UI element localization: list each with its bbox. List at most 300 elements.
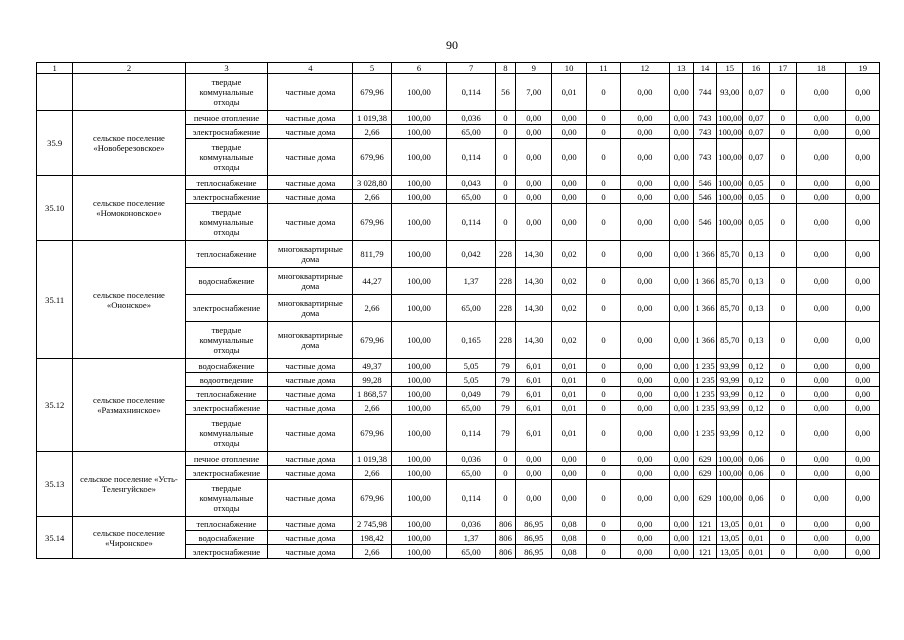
table-cell: 93,99 xyxy=(717,359,743,373)
table-cell: 679,96 xyxy=(353,415,391,452)
table-cell: 1 868,57 xyxy=(353,387,391,401)
table-cell: 100,00 xyxy=(391,125,447,139)
table-cell: 0,05 xyxy=(743,204,769,241)
settlement-name-cell: сельское поселение «Номоконовское» xyxy=(73,176,185,241)
table-cell: 629 xyxy=(693,466,716,480)
table-cell: 228 xyxy=(495,322,515,359)
table-cell: 0 xyxy=(586,295,620,322)
table-cell: 100,00 xyxy=(391,139,447,176)
table-cell: 100,00 xyxy=(391,241,447,268)
table-cell: водоснабжение xyxy=(185,268,268,295)
table-cell: 121 xyxy=(693,517,716,531)
table-cell: 1 019,38 xyxy=(353,111,391,125)
table-cell: частные дома xyxy=(268,415,353,452)
table-cell: 0,00 xyxy=(796,74,846,111)
table-cell: 0,00 xyxy=(621,480,670,517)
table-cell: электроснабжение xyxy=(185,190,268,204)
table-cell: 0,00 xyxy=(796,415,846,452)
table-cell: 0,08 xyxy=(552,531,586,545)
table-cell: 546 xyxy=(693,176,716,190)
column-number-cell: 15 xyxy=(717,63,743,74)
table-cell: 0,00 xyxy=(669,545,693,559)
table-cell: 679,96 xyxy=(353,322,391,359)
table-cell: 13,05 xyxy=(717,531,743,545)
table-cell: 100,00 xyxy=(717,139,743,176)
table-cell: 0,114 xyxy=(447,74,496,111)
table-cell: 0,00 xyxy=(669,125,693,139)
table-cell: 2,66 xyxy=(353,125,391,139)
table-cell: 0,00 xyxy=(796,401,846,415)
row-id-cell xyxy=(37,74,73,111)
table-cell: 0,00 xyxy=(621,139,670,176)
table-cell: 0,00 xyxy=(669,176,693,190)
table-cell: 7,00 xyxy=(516,74,552,111)
table-cell: 806 xyxy=(495,517,515,531)
table-cell: 100,00 xyxy=(391,415,447,452)
table-cell: 0,00 xyxy=(621,387,670,401)
table-cell: электроснабжение xyxy=(185,545,268,559)
table-cell: теплоснабжение xyxy=(185,517,268,531)
table-cell: 1 235 xyxy=(693,415,716,452)
table-cell: 79 xyxy=(495,415,515,452)
table-cell: 6,01 xyxy=(516,415,552,452)
table-cell: 0,00 xyxy=(796,139,846,176)
table-cell: 743 xyxy=(693,139,716,176)
table-cell: 1 235 xyxy=(695,402,715,413)
row-id-cell: 35.13 xyxy=(37,452,73,517)
table-cell: 2,66 xyxy=(353,401,391,415)
table-cell: 0,00 xyxy=(796,545,846,559)
table-cell: 0,036 xyxy=(447,517,496,531)
table-cell: 0 xyxy=(586,74,620,111)
table-cell: 100,00 xyxy=(391,74,447,111)
table-cell: 0,00 xyxy=(796,176,846,190)
table-cell: 13,05 xyxy=(717,517,743,531)
table-cell: 0,00 xyxy=(796,480,846,517)
table-cell: 0,00 xyxy=(621,204,670,241)
column-number-cell: 11 xyxy=(586,63,620,74)
table-cell: 100,00 xyxy=(718,453,742,464)
table-cell: электроснабжение xyxy=(185,295,268,322)
table-cell: 1 366 xyxy=(693,295,716,322)
settlement-name-cell: сельское поселение «Усть-Теленгуйское» xyxy=(73,452,185,517)
table-cell: 99,28 xyxy=(353,373,391,387)
table-cell: 14,30 xyxy=(516,241,552,268)
table-cell: водоснабжение xyxy=(185,359,268,373)
table-cell: 0,01 xyxy=(552,373,586,387)
column-number-cell: 4 xyxy=(268,63,353,74)
table-cell: 0,01 xyxy=(743,545,769,559)
table-cell: 0,00 xyxy=(621,545,670,559)
table-cell: 100,00 xyxy=(718,112,742,123)
table-cell: 121 xyxy=(693,545,716,559)
table-cell: 100,00 xyxy=(391,204,447,241)
table-cell: 0 xyxy=(586,359,620,373)
table-cell: 0,00 xyxy=(796,125,846,139)
table-cell: 121 xyxy=(693,531,716,545)
table-cell: 0,043 xyxy=(447,176,496,190)
column-number-cell: 13 xyxy=(669,63,693,74)
row-id-cell: 35.11 xyxy=(37,241,73,359)
table-cell: теплоснабжение xyxy=(185,176,268,190)
table-cell: 13,05 xyxy=(717,545,743,559)
table-cell: 0,00 xyxy=(669,204,693,241)
table-cell: 0 xyxy=(586,190,620,204)
table-cell: 0,02 xyxy=(552,268,586,295)
table-cell: 0,00 xyxy=(669,517,693,531)
table-cell: 0,00 xyxy=(846,415,880,452)
table-cell: 0,00 xyxy=(796,322,846,359)
table-cell: 0,00 xyxy=(669,387,693,401)
table-cell: 100,00 xyxy=(391,359,447,373)
table-cell: 0,00 xyxy=(669,241,693,268)
table-cell: 2 745,98 xyxy=(353,517,391,531)
column-number-cell: 9 xyxy=(516,63,552,74)
table-cell: 0,00 xyxy=(846,466,880,480)
table-cell: частные дома xyxy=(268,373,353,387)
table-cell: твердые коммунальные отходы xyxy=(185,139,268,176)
table-cell: печное отопление xyxy=(185,111,268,125)
table-cell: 0,114 xyxy=(447,204,496,241)
table-cell: 49,37 xyxy=(353,359,391,373)
table-cell: 0,00 xyxy=(516,176,552,190)
table-cell: 0 xyxy=(586,111,620,125)
table-cell: 0 xyxy=(495,452,515,466)
table-cell: 0,114 xyxy=(447,415,496,452)
table-cell: 93,99 xyxy=(717,415,743,452)
table-cell: 228 xyxy=(495,241,515,268)
table-cell: водоснабжение xyxy=(185,531,268,545)
table-cell: 0,049 xyxy=(447,387,496,401)
table-cell: 0,00 xyxy=(669,295,693,322)
table-cell: 0,00 xyxy=(516,466,552,480)
table-cell: 100,00 xyxy=(391,176,447,190)
table-cell: 100,00 xyxy=(391,268,447,295)
table-cell: 1 235 xyxy=(695,360,715,371)
table-cell: 6,01 xyxy=(516,359,552,373)
table-cell: твердые коммунальные отходы xyxy=(185,322,268,359)
settlement-name-cell: сельское поселение «Новоберезовское» xyxy=(73,111,185,176)
table-cell: 0,00 xyxy=(621,268,670,295)
table-cell: частные дома xyxy=(268,204,353,241)
table-cell: 0,00 xyxy=(552,176,586,190)
table-cell: 0,00 xyxy=(621,466,670,480)
table-cell: 6,01 xyxy=(516,373,552,387)
table-cell: 0 xyxy=(769,241,796,268)
table-cell: 0 xyxy=(769,322,796,359)
table-cell: 0 xyxy=(769,545,796,559)
table-cell: 0,00 xyxy=(796,387,846,401)
table-cell: 0,00 xyxy=(846,190,880,204)
table-cell: 79 xyxy=(495,401,515,415)
table-cell: 0 xyxy=(586,241,620,268)
table-cell: 100,00 xyxy=(391,401,447,415)
table-cell: 0,00 xyxy=(846,452,880,466)
table-cell: 0 xyxy=(769,401,796,415)
table-cell: многоквартирные дома xyxy=(268,268,353,295)
settlement-name-cell: сельское поселение «Размахнинское» xyxy=(73,359,185,452)
table-cell: 0 xyxy=(769,531,796,545)
table-cell: 0 xyxy=(586,139,620,176)
column-number-cell: 10 xyxy=(552,63,586,74)
table-row xyxy=(37,241,880,268)
table-cell: 0,00 xyxy=(621,452,670,466)
table-cell: 0 xyxy=(495,466,515,480)
table-cell: 0,07 xyxy=(743,125,769,139)
table-cell: 65,00 xyxy=(447,125,496,139)
table-cell: 100,00 xyxy=(391,517,447,531)
table-cell: 806 xyxy=(495,531,515,545)
table-cell: 546 xyxy=(693,204,716,241)
table-cell: 0 xyxy=(769,268,796,295)
table-cell: 0,036 xyxy=(447,111,496,125)
table-cell: 0,00 xyxy=(552,452,586,466)
table-cell: 0,01 xyxy=(743,517,769,531)
table-cell: 85,70 xyxy=(717,322,743,359)
table-row xyxy=(37,517,880,531)
table-cell: водоотведение xyxy=(185,373,268,387)
table-cell: 679,96 xyxy=(353,480,391,517)
table-cell: 100,00 xyxy=(391,531,447,545)
table-cell: 14,30 xyxy=(516,322,552,359)
table-cell: 0 xyxy=(586,125,620,139)
table-cell: 5,05 xyxy=(447,359,496,373)
table-cell: 198,42 xyxy=(353,531,391,545)
table-cell: 0,00 xyxy=(846,125,880,139)
table-cell: 744 xyxy=(693,74,716,111)
table-cell: 65,00 xyxy=(447,545,496,559)
table-cell: частные дома xyxy=(268,545,353,559)
table-cell: 0,00 xyxy=(621,111,670,125)
table-cell: 0,08 xyxy=(552,517,586,531)
table-cell: 0,02 xyxy=(552,295,586,322)
table-cell: 0,00 xyxy=(846,359,880,373)
table-cell: 0 xyxy=(769,111,796,125)
table-cell: 0,00 xyxy=(516,111,552,125)
table-cell: 0,00 xyxy=(846,139,880,176)
table-cell: 100,00 xyxy=(391,295,447,322)
table-cell: 0,00 xyxy=(796,268,846,295)
table-cell: 0 xyxy=(769,359,796,373)
table-cell: 0,05 xyxy=(743,176,769,190)
table-cell: 0 xyxy=(586,415,620,452)
table-cell: 0,00 xyxy=(846,204,880,241)
table-cell: 0 xyxy=(586,452,620,466)
table-cell: 0,00 xyxy=(796,517,846,531)
table-cell: 0,00 xyxy=(621,176,670,190)
table-cell: 0,00 xyxy=(669,466,693,480)
table-cell: 0,00 xyxy=(516,452,552,466)
table-cell: 0,00 xyxy=(552,480,586,517)
table-cell: 100,00 xyxy=(717,480,743,517)
table-cell: 811,79 xyxy=(353,241,391,268)
table-cell: твердые коммунальные отходы xyxy=(185,204,268,241)
table-cell: 0 xyxy=(586,176,620,190)
table-cell: 93,00 xyxy=(717,74,743,111)
table-cell: 0,042 xyxy=(447,241,496,268)
settlement-name-cell xyxy=(73,74,185,111)
table-cell: 0,00 xyxy=(552,139,586,176)
table-cell: 0,00 xyxy=(621,531,670,545)
table-cell: 0,12 xyxy=(743,401,769,415)
table-cell: 44,27 xyxy=(353,268,391,295)
table-cell: 1,37 xyxy=(447,268,496,295)
table-cell: 228 xyxy=(495,295,515,322)
table-cell: 0 xyxy=(495,176,515,190)
table-cell: 0,13 xyxy=(743,241,769,268)
table-cell: 0 xyxy=(769,176,796,190)
table-cell: 0,01 xyxy=(552,359,586,373)
table-cell: печное отопление xyxy=(185,452,268,466)
table-cell: 86,95 xyxy=(516,517,552,531)
table-cell: 0,00 xyxy=(796,466,846,480)
table-cell: 0,00 xyxy=(669,373,693,387)
table-cell: 0,00 xyxy=(669,139,693,176)
table-cell: 0 xyxy=(586,517,620,531)
table-cell: 0 xyxy=(769,295,796,322)
column-number-cell: 6 xyxy=(391,63,447,74)
table-cell: 100,00 xyxy=(391,480,447,517)
table-cell: 0,00 xyxy=(669,480,693,517)
table-cell: 0,06 xyxy=(743,466,769,480)
table-cell: 0 xyxy=(586,545,620,559)
table-cell: 546 xyxy=(693,190,716,204)
table-cell: 0,13 xyxy=(743,322,769,359)
table-cell: 0,00 xyxy=(621,322,670,359)
table-cell: 0,00 xyxy=(669,74,693,111)
settlement-name-cell: сельское поселение «Ононское» xyxy=(73,241,185,359)
table-cell: 100,00 xyxy=(718,467,742,478)
table-cell: 0,00 xyxy=(621,373,670,387)
table-cell: частные дома xyxy=(268,452,353,466)
table-cell: 0,01 xyxy=(552,387,586,401)
table-cell: 0,00 xyxy=(796,452,846,466)
table-cell: частные дома xyxy=(268,480,353,517)
table-cell: 0,165 xyxy=(447,322,496,359)
table-cell: 0,00 xyxy=(621,190,670,204)
table-row xyxy=(37,452,880,466)
table-cell: 0,13 xyxy=(743,268,769,295)
table-cell: 0 xyxy=(769,415,796,452)
table-cell: 14,30 xyxy=(516,268,552,295)
table-cell: 0,00 xyxy=(621,74,670,111)
table-cell: 93,99 xyxy=(717,387,743,401)
table-cell: 0,12 xyxy=(743,387,769,401)
table-cell: частные дома xyxy=(268,176,353,190)
table-cell: 1 235 xyxy=(695,374,715,385)
table-cell: 100,00 xyxy=(717,204,743,241)
table-cell: 65,00 xyxy=(447,466,496,480)
column-number-cell: 1 xyxy=(37,63,73,74)
table-cell: 0,00 xyxy=(669,401,693,415)
table-cell: 0,00 xyxy=(552,111,586,125)
table-cell: 0,00 xyxy=(846,373,880,387)
table-cell: 0 xyxy=(495,190,515,204)
table-cell: 0,00 xyxy=(621,401,670,415)
table-cell: 0,00 xyxy=(846,517,880,531)
table-cell: 0 xyxy=(586,531,620,545)
tariff-table xyxy=(36,62,880,559)
table-cell: частные дома xyxy=(268,74,353,111)
column-number-cell: 17 xyxy=(769,63,796,74)
table-cell: 0 xyxy=(769,125,796,139)
table-cell: 0,00 xyxy=(516,204,552,241)
column-number-cell: 8 xyxy=(495,63,515,74)
table-cell: 79 xyxy=(495,387,515,401)
table-cell: 1 366 xyxy=(693,322,716,359)
table-cell: 1 235 xyxy=(695,388,715,399)
table-cell: частные дома xyxy=(268,531,353,545)
table-cell: 0,00 xyxy=(552,125,586,139)
table-cell: 0,02 xyxy=(552,322,586,359)
table-cell: 0 xyxy=(586,322,620,359)
table-cell: 0,06 xyxy=(743,452,769,466)
table-cell: 0,06 xyxy=(743,480,769,517)
table-cell: 0 xyxy=(769,74,796,111)
table-cell: 0,00 xyxy=(669,452,693,466)
table-cell: 0,00 xyxy=(846,241,880,268)
table-cell: 0,00 xyxy=(796,531,846,545)
table-cell: 86,95 xyxy=(516,545,552,559)
table-cell: частные дома xyxy=(268,125,353,139)
column-number-cell: 18 xyxy=(796,63,846,74)
table-cell: 743 xyxy=(693,111,716,125)
table-cell: 0,00 xyxy=(846,480,880,517)
table-cell: 86,95 xyxy=(516,531,552,545)
table-cell: 1,37 xyxy=(447,531,496,545)
table-cell: твердые коммунальные отходы xyxy=(185,415,268,452)
table-cell: 14,30 xyxy=(516,295,552,322)
table-cell: 1 366 xyxy=(693,241,716,268)
table-cell: 0,00 xyxy=(669,415,693,452)
table-cell: 0 xyxy=(769,466,796,480)
table-cell: 0,00 xyxy=(669,531,693,545)
table-body xyxy=(37,63,880,559)
table-cell: 0,00 xyxy=(796,241,846,268)
table-cell: 0 xyxy=(769,139,796,176)
table-cell: 0,01 xyxy=(743,531,769,545)
table-cell: 93,99 xyxy=(717,373,743,387)
column-number-cell: 7 xyxy=(447,63,496,74)
table-cell: 0,07 xyxy=(743,139,769,176)
table-cell: 0,12 xyxy=(743,359,769,373)
table-cell: 79 xyxy=(495,359,515,373)
table-cell: 0,00 xyxy=(621,517,670,531)
table-cell: 806 xyxy=(495,545,515,559)
table-cell: теплоснабжение xyxy=(185,387,268,401)
table-cell: 0,02 xyxy=(552,241,586,268)
table-cell: электроснабжение xyxy=(185,401,268,415)
table-cell: 0 xyxy=(586,480,620,517)
table-cell: 0 xyxy=(495,204,515,241)
table-cell: 85,70 xyxy=(717,241,743,268)
table-cell: 100,00 xyxy=(391,545,447,559)
table-row xyxy=(37,74,880,111)
table-cell: 100,00 xyxy=(391,373,447,387)
table-cell: 100,00 xyxy=(718,126,742,137)
table-cell: 65,00 xyxy=(447,295,496,322)
column-number-cell: 19 xyxy=(846,63,880,74)
table-cell: 5,05 xyxy=(447,373,496,387)
row-id-cell: 35.9 xyxy=(37,111,73,176)
column-number-cell: 12 xyxy=(621,63,670,74)
table-cell: 0,00 xyxy=(846,401,880,415)
table-cell: 0 xyxy=(586,466,620,480)
table-cell: 0,00 xyxy=(621,359,670,373)
table-cell: 0,00 xyxy=(552,204,586,241)
table-cell: 0,00 xyxy=(621,415,670,452)
table-cell: 0 xyxy=(769,373,796,387)
